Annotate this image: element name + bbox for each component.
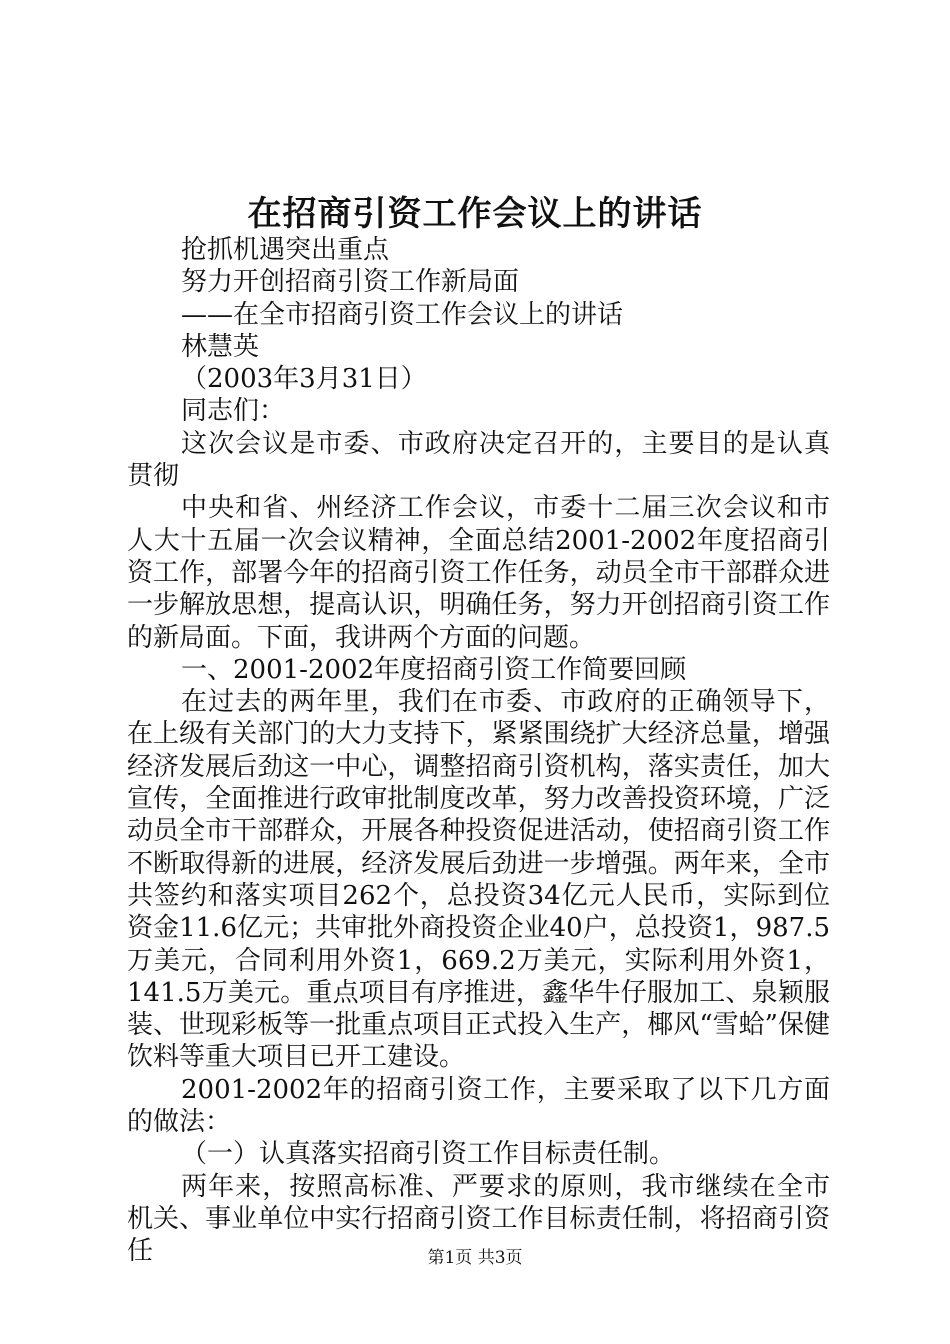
body-paragraph: 中央和省、州经济工作会议，市委十二届三次会议和市人大十五届一次会议精神，全面总结2001-2002年度招商引资工作，部署今年的招商引资工作任务，动员全市干部群众进一步解放思想，提高认识，明确任务，努力开创招商引资工作的新局面。下面，我讲两个方面的问题。 [127, 493, 830, 653]
subsection-heading: （一）认真落实招商引资工作目标责任制。 [181, 1139, 676, 1170]
body-paragraph: 2001-2002年的招商引资工作，主要采取了以下几方面的做法： [127, 1074, 830, 1138]
document-title: 在招商引资工作会议上的讲话 [247, 194, 703, 234]
salutation: 同志们： [181, 396, 286, 427]
body-paragraph: 这次会议是市委、市政府决定召开的，主要目的是认真贯彻 [127, 428, 830, 492]
body-paragraph: 两年来，按照高标准、严要求的原则，我市继续在全市机关、事业单位中实行招商引资工作目标责任制，将招商引资任 [127, 1171, 830, 1267]
subtitle-line-1: 抢抓机遇突出重点 [181, 235, 390, 265]
section-heading: 一、2001-2002年度招商引资工作简要回顾 [181, 654, 687, 685]
subtitle-line-2: 努力开创招商引资工作新局面 [181, 267, 520, 298]
body-paragraph: 在过去的两年里，我们在市委、市政府的正确领导下，在上级有关部门的大力支持下，紧紧围绕扩大经济总量，增强经济发展后劲这一中心，调整招商引资机构，落实责任，加大宣传，全面推进行政审批制度改革，努力改善投资环境，广泛动员全市干部群众，开展各种投资促进活动，使招商引资工作不断取得新的进展，经济发展后劲进一步增强。两年来，全市共签约和落实项目262个，总投资34亿元人民币，实际到位资金11.6亿元；共审批外商投资企业40户，总投资1，987.5万美元，合同利用外资1，669.2万美元，实际利用外资1，141.5万美元。重点项目有序推进，鑫华牛仔服加工、泉颖服装、世现彩板等一批重点项目正式投入生产，椰风“雪蛤”保健饮料等重大项目已开工建设。 [127, 687, 830, 1073]
speech-date: （2003年3月31日） [181, 364, 427, 395]
author-name: 林慧英 [181, 331, 260, 362]
subtitle-line-3: ——在全市招商引资工作会议上的讲话 [181, 299, 624, 330]
page-footer: 第1页 共3页 [427, 1248, 523, 1268]
document-body [127, 234, 830, 1268]
